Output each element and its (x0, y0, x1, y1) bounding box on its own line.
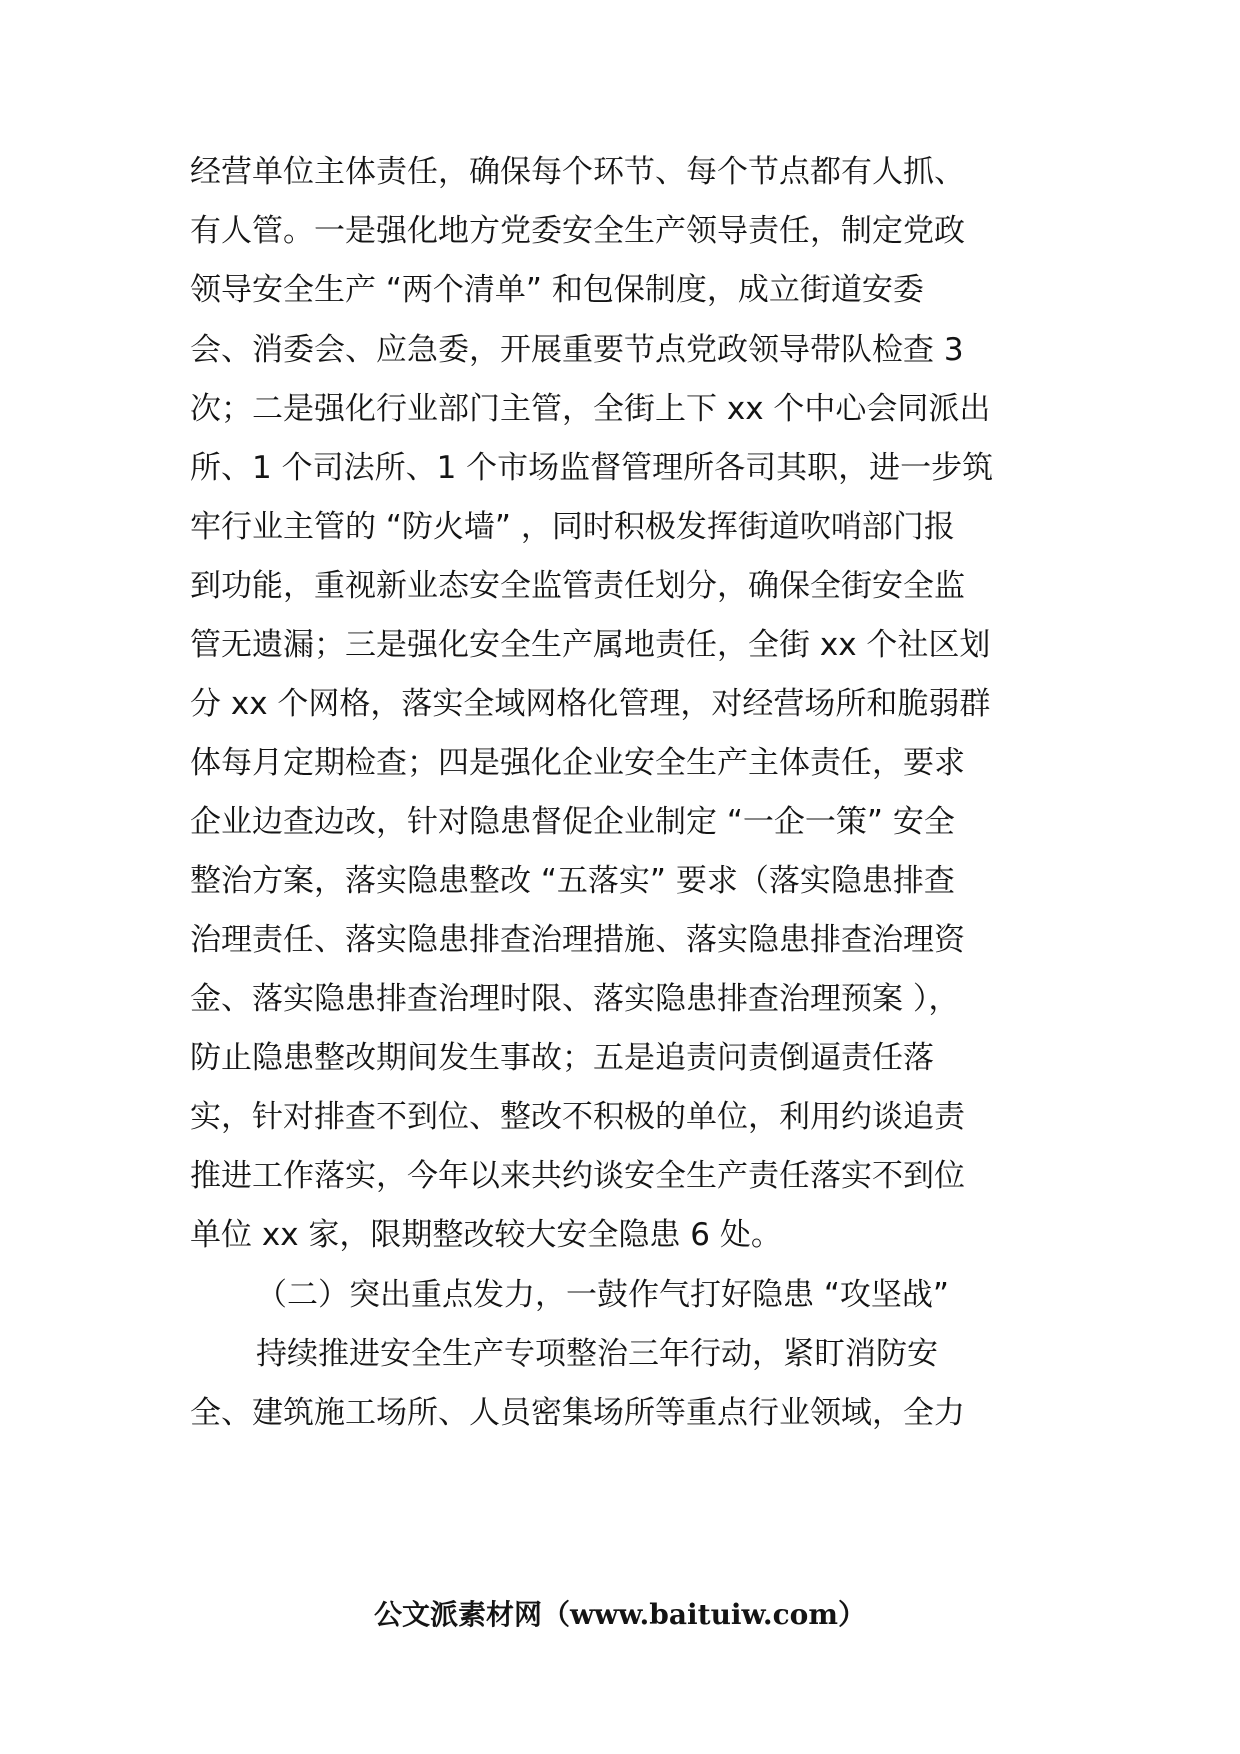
body-text-line: 会、消委会、应急委，开展重要节点党政领导带队检查 3 (190, 332, 964, 368)
body-text-line: 治理责任、落实隐患排查治理措施、落实隐患排查治理资 (190, 922, 965, 958)
body-text-line: 领导安全生产 “两个清单” 和包保制度，成立街道安委 (190, 272, 924, 308)
body-text-line: 企业边查边改，针对隐患督促企业制定 “一企一策” 安全 (190, 804, 955, 840)
body-text-line: 金、落实隐患排查治理时限、落实隐患排查治理预案 ）， (190, 981, 960, 1017)
footer-watermark: 公文派素材网（www.baituiw.com） (374, 1598, 866, 1631)
body-text-line: 持续推进安全生产专项整治三年行动，紧盯消防安 (256, 1336, 938, 1372)
body-text-line: 经营单位主体责任，确保每个环节、每个节点都有人抓、 (190, 154, 965, 190)
section-heading: （二）突出重点发力，一鼓作气打好隐患 “攻坚战” (256, 1277, 949, 1313)
body-text-line: 分 xx 个网格，落实全域网格化管理，对经营场所和脆弱群 (190, 686, 991, 722)
body-text-line: 所、1 个司法所、1 个市场监督管理所各司其职，进一步筑 (190, 450, 994, 486)
body-text-line: 实，针对排查不到位、整改不积极的单位，利用约谈追责 (190, 1099, 965, 1135)
body-text-line: 次；二是强化行业部门主管，全街上下 xx 个中心会同派出 (190, 391, 991, 427)
body-text-line: 牢行业主管的 “防火墙” ，同时积极发挥街道吹哨部门报 (190, 509, 955, 545)
body-text-line: 单位 xx 家，限期整改较大安全隐患 6 处。 (190, 1217, 782, 1253)
body-text-line: 有人管。一是强化地方党委安全生产领导责任，制定党政 (190, 213, 965, 249)
body-text-line: 防止隐患整改期间发生事故；五是追责问责倒逼责任落 (190, 1040, 934, 1076)
body-text-line: 整治方案，落实隐患整改 “五落实” 要求（落实隐患排查 (190, 863, 955, 899)
body-text-line: 推进工作落实，今年以来共约谈安全生产责任落实不到位 (190, 1158, 965, 1194)
body-text-line: 体每月定期检查；四是强化企业安全生产主体责任，要求 (190, 745, 965, 781)
body-text-line: 到功能，重视新业态安全监管责任划分，确保全街安全监 (190, 568, 965, 604)
body-text-line: 管无遗漏；三是强化安全生产属地责任，全街 xx 个社区划 (190, 627, 991, 663)
body-text-line: 全、建筑施工场所、人员密集场所等重点行业领域，全力 (190, 1395, 965, 1431)
